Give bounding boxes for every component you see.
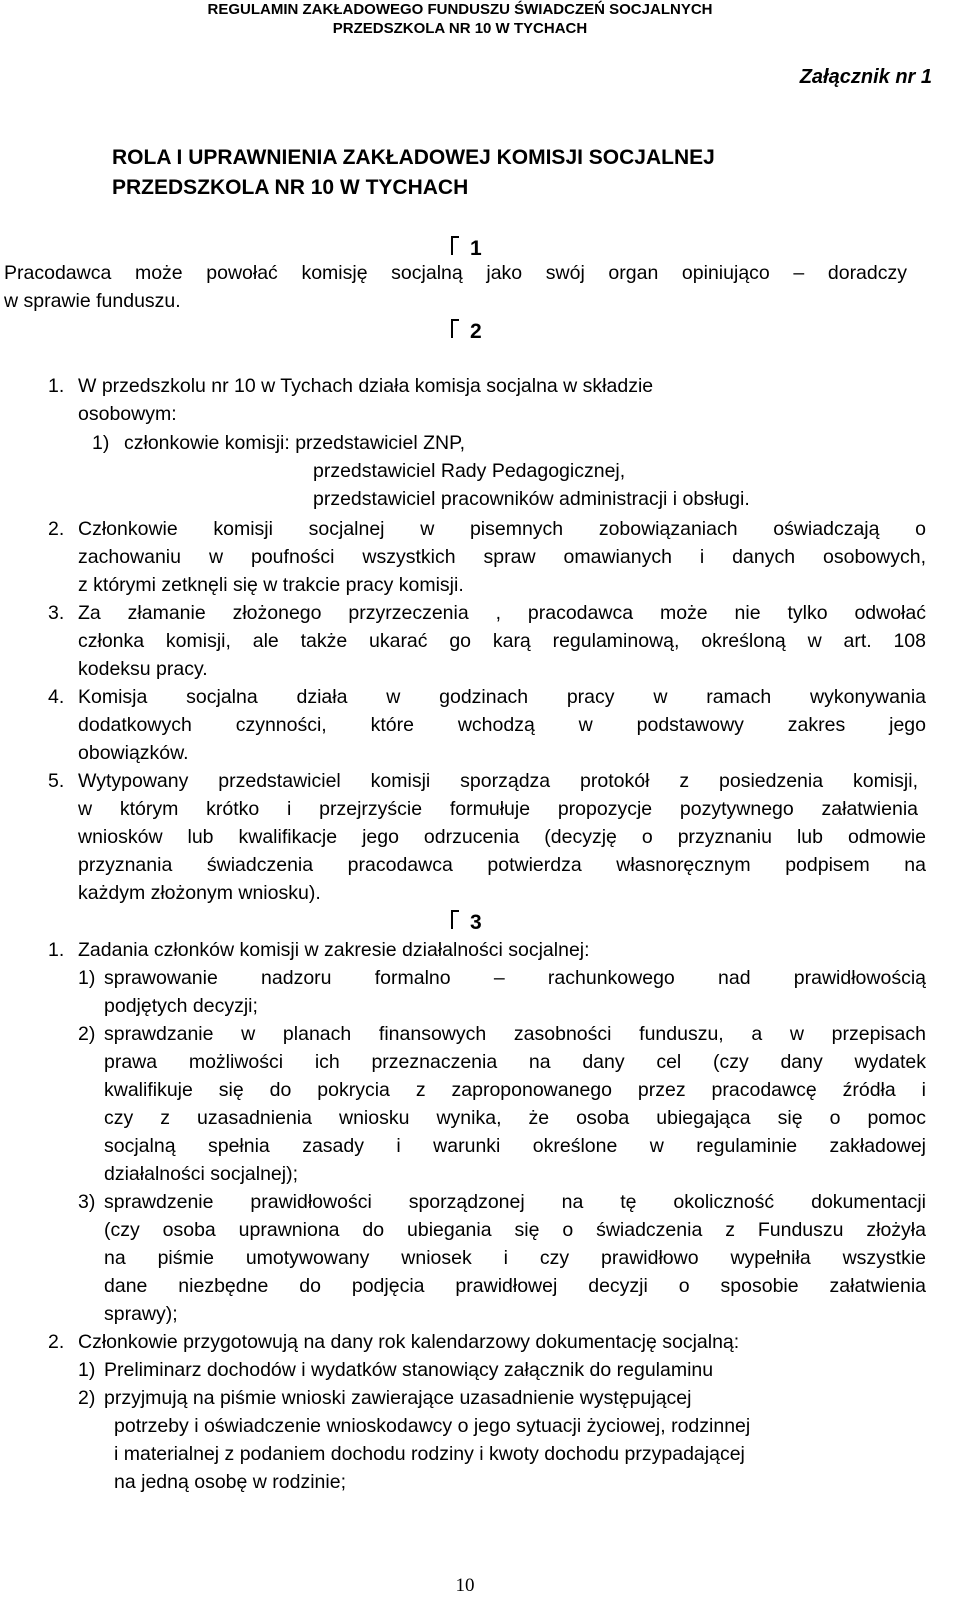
section-sign-icon <box>451 234 460 255</box>
paragraph-line: prawa możliwości ich przeznaczenia na dany cel (czy dany wydatek <box>104 1051 926 1073</box>
paragraph-line: sprawowanie nadzoru formalno – rachunkowego nad prawidłowością <box>104 967 926 989</box>
item-number: 2. <box>48 518 65 540</box>
document-header-line-1: REGULAMIN ZAKŁADOWEGO FUNDUSZU ŚWIADCZEŃ SOCJALNYCH <box>207 1 713 18</box>
paragraph-line: na piśmie umotywowany wniosek i czy prawidłowo wypełniła wszystkie <box>104 1247 926 1269</box>
section-sign-icon <box>451 908 460 929</box>
paragraph-line: Pracodawca może powołać komisję socjalną jako swój organ opiniująco – doradczy <box>4 262 907 284</box>
paragraph-line: w sprawie funduszu. <box>4 290 181 312</box>
item-number: 4. <box>48 686 65 708</box>
paragraph-line: Za złamanie złożonego przyrzeczenia , pracodawca może nie tylko odwołać <box>78 602 926 624</box>
paragraph-line: obowiązków. <box>78 742 189 764</box>
paragraph-line: Komisja socjalna działa w godzinach pracy w ramach wykonywania <box>78 686 926 708</box>
section-number: 1 <box>470 237 482 260</box>
section-number: 2 <box>470 320 482 343</box>
subitem-number: 2) <box>78 1387 96 1409</box>
paragraph-line: przedstawiciel Rady Pedagogicznej, <box>313 460 626 482</box>
paragraph-line: na jedną osobę w rodzinie; <box>114 1471 346 1493</box>
item-number: 5. <box>48 770 65 792</box>
item-number: 3. <box>48 602 65 624</box>
paragraph-line: Zadania członków komisji w zakresie działalności socjalnej: <box>78 939 590 961</box>
item-number: 1. <box>48 375 65 397</box>
section-heading-2 <box>451 317 482 344</box>
paragraph-line: dodatkowych czynności, które wchodzą w podstawowy zakres jego <box>78 714 926 736</box>
paragraph-line: sprawdzanie w planach finansowych zasobności funduszu, a w przepisach <box>104 1023 926 1045</box>
paragraph-line: członka komisji, ale także ukarać go karą regulaminową, określoną w art. 108 <box>78 630 926 652</box>
section-heading-3 <box>451 908 482 935</box>
paragraph-line: sprawy); <box>104 1303 178 1325</box>
paragraph-line: Członkowie komisji socjalnej w pisemnych zobowiązaniach oświadczają o <box>78 518 926 540</box>
paragraph-line: i materialnej z podaniem dochodu rodziny i kwoty dochodu przypadającej <box>114 1443 745 1465</box>
annex-label: Załącznik nr 1 <box>799 66 932 88</box>
paragraph-line: kwalifikuje się do pokrycia z zaproponowanego przez pracodawcę źródła i <box>104 1079 926 1101</box>
paragraph-line: zachowaniu w poufności wszystkich spraw omawianych i danych osobowych, <box>78 546 926 568</box>
page-number: 10 <box>455 1575 475 1596</box>
paragraph-line: przyjmują na piśmie wnioski zawierające uzasadnienie występującej <box>104 1387 692 1409</box>
item-number: 2. <box>48 1331 65 1353</box>
paragraph-line: przyznania świadczenia pracodawca potwierdza własnoręcznym podpisem na <box>78 854 926 876</box>
paragraph-line: (czy osoba uprawniona do ubiegania się o świadczenia z Funduszu złożyła <box>104 1219 926 1241</box>
document-header-line-2: PRZEDSZKOLA NR 10 W TYCHACH <box>332 20 588 37</box>
paragraph-line: członkowie komisji: przedstawiciel ZNP, <box>124 432 466 454</box>
paragraph-line: osobowym: <box>78 403 177 425</box>
paragraph-line: Członkowie przygotowują na dany rok kalendarzowy dokumentację socjalną: <box>78 1331 740 1353</box>
document-title-line-2: PRZEDSZKOLA NR 10 W TYCHACH <box>112 176 469 199</box>
paragraph-line: Wytypowany przedstawiciel komisji sporządza protokół z posiedzenia komisji, <box>78 770 918 792</box>
paragraph-line: sprawdzenie prawidłowości sporządzonej na tę okoliczność dokumentacji <box>104 1191 926 1213</box>
paragraph-line: W przedszkolu nr 10 w Tychach działa komisja socjalna w składzie <box>78 375 654 397</box>
paragraph-line: działalności socjalnej); <box>104 1163 299 1185</box>
paragraph-line: każdym złożonym wniosku). <box>78 882 321 904</box>
paragraph-line: podjętych decyzji; <box>104 995 258 1017</box>
paragraph-line: potrzeby i oświadczenie wnioskodawcy o jego sytuacji życiowej, rodzinnej <box>114 1415 751 1437</box>
section-sign-icon <box>451 317 460 338</box>
item-number: 1. <box>48 939 65 961</box>
paragraph-line: z którymi zetknęli się w trakcie pracy komisji. <box>78 574 464 596</box>
paragraph-line: wniosków lub kwalifikacje jego odrzucenia (decyzję o przyznaniu lub odmowie <box>78 826 926 848</box>
subitem-number: 2) <box>78 1023 96 1045</box>
paragraph-line: dane niezbędne do podjęcia prawidłowej decyzji o sposobie załatwienia <box>104 1275 926 1297</box>
subitem-number: 3) <box>78 1191 96 1213</box>
section-heading-1 <box>451 234 482 261</box>
subitem-number: 1) <box>92 432 110 454</box>
subitem-number: 1) <box>78 1359 96 1381</box>
paragraph-line: przedstawiciel pracowników administracji i obsługi. <box>313 488 750 510</box>
paragraph-line: Preliminarz dochodów i wydatków stanowiący załącznik do regulaminu <box>104 1359 714 1381</box>
subitem-number: 1) <box>78 967 96 989</box>
paragraph-line: socjalną spełnia zasady i warunki określone w regulaminie zakładowej <box>104 1135 926 1157</box>
section-number: 3 <box>470 911 482 934</box>
paragraph-line: czy z uzasadnienia wniosku wynika, że osoba ubiegająca się o pomoc <box>104 1107 926 1129</box>
paragraph-line: kodeksu pracy. <box>78 658 208 680</box>
paragraph-line: w którym krótko i przejrzyście formułuje propozycje pozytywnego załatwienia <box>78 798 918 820</box>
document-title-line-1: ROLA I UPRAWNIENIA ZAKŁADOWEJ KOMISJI SOCJALNEJ <box>112 146 715 169</box>
